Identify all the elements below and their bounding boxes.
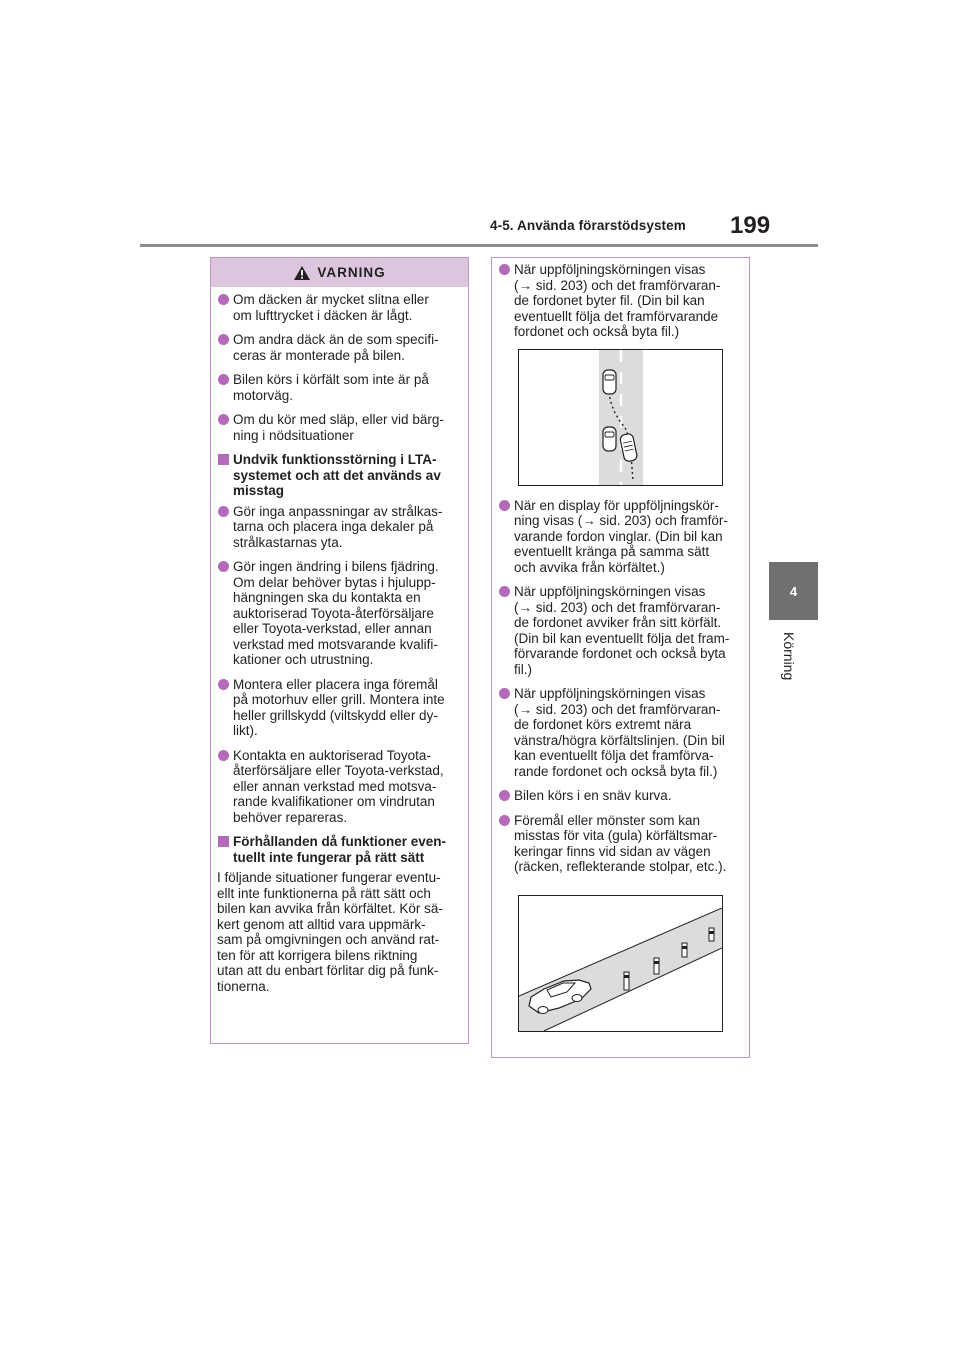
warning-title: VARNING xyxy=(317,265,386,280)
warning-item: Om du kör med släp, eller vid bärg- ning i nödsituationer xyxy=(217,412,460,443)
lane-change-illustration xyxy=(518,349,723,486)
warning-header xyxy=(211,258,468,287)
condition-item: När en display för uppföljningskör- ning visas (→ sid. 203) och framför- varande fordon vinglar. (Din bil kan eventuellt kränga på samma sätt och avvika från körfältet.) xyxy=(498,498,741,576)
condition-item: När uppföljningskörningen visas (→ sid. 203) och det framförvaran- de fordonet byter fil. (Din bil kan eventuellt följa det framförvarande fordonet och också byta fil.) xyxy=(498,262,741,340)
warning-item: Gör ingen ändring i bilens fjädring. Om delar behöver bytas i hjulupp- hängningen ska du kontakta en auktoriserad Toyota-återförsäljare eller Toyota-verkstad, eller annan verkstad med motsvarande kvalifi- kationer och utrustning. xyxy=(217,559,460,668)
header-section-title: 4-5. Använda förarstödsystem xyxy=(490,218,686,233)
warning-subheading: Undvik funktionsstörning i LTA- systemet och att det används av misstag xyxy=(217,452,460,499)
reflector-post-icon xyxy=(654,958,659,974)
condition-item: När uppföljningskörningen visas (→ sid. 203) och det framförvaran- de fordonet avviker från sitt körfält. (Din bil kan eventuellt följa det fram- förvarande fordonet och också byta fil.) xyxy=(498,584,741,677)
reflector-post-icon xyxy=(709,928,714,941)
warning-subheading: Förhållanden då funktioner even- tuellt inte fungerar på rätt sätt xyxy=(217,834,460,865)
conditions-body xyxy=(492,258,749,1032)
warning-triangle-icon xyxy=(293,265,311,281)
reflector-post-icon xyxy=(682,943,687,957)
chapter-tab: 4 xyxy=(769,562,818,620)
warning-box xyxy=(210,257,469,1044)
warning-item: Gör inga anpassningar av strålkas- tarna och placera inga dekaler på strålkastarnas yta. xyxy=(217,504,460,551)
roadside-posts-illustration xyxy=(518,895,723,1032)
warning-item: Montera eller placera inga föremål på motorhuv eller grill. Montera inte heller grillskydd (viltskydd eller dy- likt). xyxy=(217,677,460,739)
warning-paragraph: I följande situationer fungerar eventu- ellt inte funktionerna på rätt sätt och bilen kan avvika från körfältet. Kör sä- kert genom att alltid vara uppmärk- sam på omgivningen och använd rat- ten för att korrigera bilens riktning utan att du enbart förlitar dig på funk- tionerna. xyxy=(217,870,443,994)
other-car-icon xyxy=(603,427,616,451)
warning-item: Om andra däck än de som specifi- ceras är monterade på bilen. xyxy=(217,332,460,363)
warning-item: Kontakta en auktoriserad Toyota- återförsäljare eller Toyota-verkstad, eller annan verkstad med motsva- rande kvalifikationer om vindrutan behöver repareras. xyxy=(217,748,460,826)
condition-item: Bilen körs i en snäv kurva. xyxy=(498,788,741,804)
conditions-box xyxy=(491,257,750,1058)
reflector-post-icon xyxy=(624,972,629,990)
warning-item: Bilen körs i körfält som inte är på motorväg. xyxy=(217,372,460,403)
condition-item: När uppföljningskörningen visas (→ sid. 203) och det framförvaran- de fordonet körs extremt nära vänstra/högra körfältslinjen. (Din bil kan eventuellt följa det framförva- rande fordonet och också byta fil.) xyxy=(498,686,741,779)
chapter-label: Körning xyxy=(781,632,797,681)
condition-item: Föremål eller mönster som kan misstas för vita (gula) körfältsmar- keringar finns vid sidan av vägen (räcken, reflekterande stolpar, etc.). xyxy=(498,813,741,875)
page-number: 199 xyxy=(730,212,771,239)
lead-car-icon xyxy=(603,370,616,394)
header-rule xyxy=(140,244,818,247)
warning-body xyxy=(211,287,468,994)
warning-item: Om däcken är mycket slitna eller om lufttrycket i däcken är lågt. xyxy=(217,292,460,323)
